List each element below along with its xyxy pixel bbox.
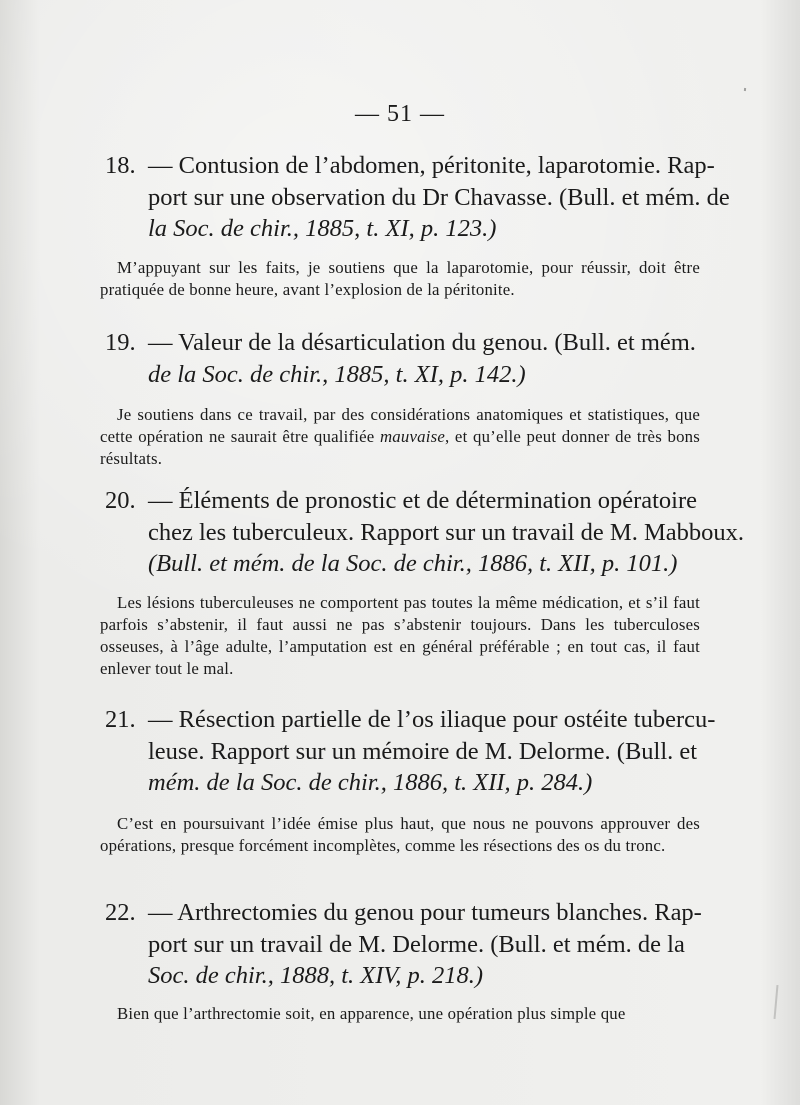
entry-number: 22. xyxy=(105,899,136,926)
bibliography-entry-22 xyxy=(100,897,700,1025)
bibliography-entry-20 xyxy=(100,485,745,680)
bibliography-entry-21 xyxy=(100,704,716,857)
entry-summary: C’est en poursuivant l’idée émise plus haut, que nous ne pouvons approuver des opérations, presque forcément incomplètes, comme les résections des os du tronc. xyxy=(100,813,700,855)
entry-summary: Les lésions tuberculeuses ne comportent pas toutes la même médication, et s’il faut parfois s’abstenir, il faut aussi ne pas s’abstenir toujours. Dans les tuberculoses osseuses, à l’âge adulte, l’amputation est en général préférable ; en tout cas, il faut enlever tout le mal. xyxy=(100,592,700,679)
entry-title-text: — Contusion de l’abdomen, péritonite, laparotomie. Rap- xyxy=(148,152,715,179)
entry-number: 20. xyxy=(105,487,136,514)
entry-title-text: — Valeur de la désarticulation du genou. (Bull. et mém. xyxy=(148,329,696,356)
entry-summary xyxy=(100,404,700,471)
bibliography-entry-18 xyxy=(100,150,730,301)
entry-summary: Bien que l’arthrectomie soit, en apparence, une opération plus simple que xyxy=(117,1003,626,1023)
entry-title xyxy=(100,327,700,390)
bibliography-entry-19 xyxy=(100,327,700,471)
scan-mark xyxy=(744,88,746,91)
entry-number: 21. xyxy=(105,706,136,733)
entry-title-line: chez les tuberculeux. Rapport sur un travail de M. Mabboux. xyxy=(148,518,745,546)
entry-title xyxy=(100,704,716,799)
entry-title-line: (Bull. et mém. de la Soc. de chir., 1886, t. XII, p. 101.) xyxy=(148,550,678,577)
summary-text-before-emphasis: Je soutiens dans ce travail, par des considérations anatomiques et statistiques, que cette opération ne saurait être qualifiée xyxy=(100,405,700,447)
entry-title-line xyxy=(100,150,715,182)
entry-title xyxy=(100,897,700,992)
entry-title-line: port sur une observation du Dr Chavasse. (Bull. et mém. de xyxy=(148,183,730,211)
entry-number: 18. xyxy=(105,152,136,179)
entry-title-line: leuse. Rapport sur un mémoire de M. Delorme. (Bull. et xyxy=(148,737,698,765)
summary-text-after-emphasis: , et qu’elle peut donner de très bons résultats. xyxy=(100,427,700,469)
entry-title-line: la Soc. de chir., 1885, t. XI, p. 123.) xyxy=(148,215,497,242)
entry-title-text: — Éléments de pronostic et de détermination opératoire xyxy=(148,487,698,514)
entry-title-line xyxy=(100,327,700,359)
entry-title-line: de la Soc. de chir., 1885, t. XI, p. 142.) xyxy=(148,360,526,388)
entry-title-line: port sur un travail de M. Delorme. (Bull. et mém. de la xyxy=(148,930,685,958)
summary-emphasis: mauvaise xyxy=(379,427,445,447)
entry-title-line: Soc. de chir., 1888, t. XIV, p. 218.) xyxy=(148,962,484,989)
entry-summary: M’appuyant sur les faits, je soutiens que la laparotomie, pour réussir, doit être pratiquée de bonne heure, avant l’explosion de la péritonite. xyxy=(100,257,700,299)
entry-title-line xyxy=(100,485,700,517)
entry-title xyxy=(100,485,745,580)
entry-title-text: — Arthrectomies du genou pour tumeurs blanches. Rap- xyxy=(148,899,702,926)
entry-title xyxy=(100,150,730,245)
page-number: — 51 — xyxy=(355,101,445,127)
entry-title-line xyxy=(100,897,700,929)
entry-title-line: mém. de la Soc. de chir., 1886, t. XII, p. 284.) xyxy=(148,769,593,796)
entry-title-line xyxy=(100,704,716,736)
entry-title-text: — Résection partielle de l’os iliaque pour ostéite tubercu- xyxy=(148,706,716,733)
scan-mark xyxy=(774,985,779,1019)
entry-number: 19. xyxy=(105,329,136,356)
